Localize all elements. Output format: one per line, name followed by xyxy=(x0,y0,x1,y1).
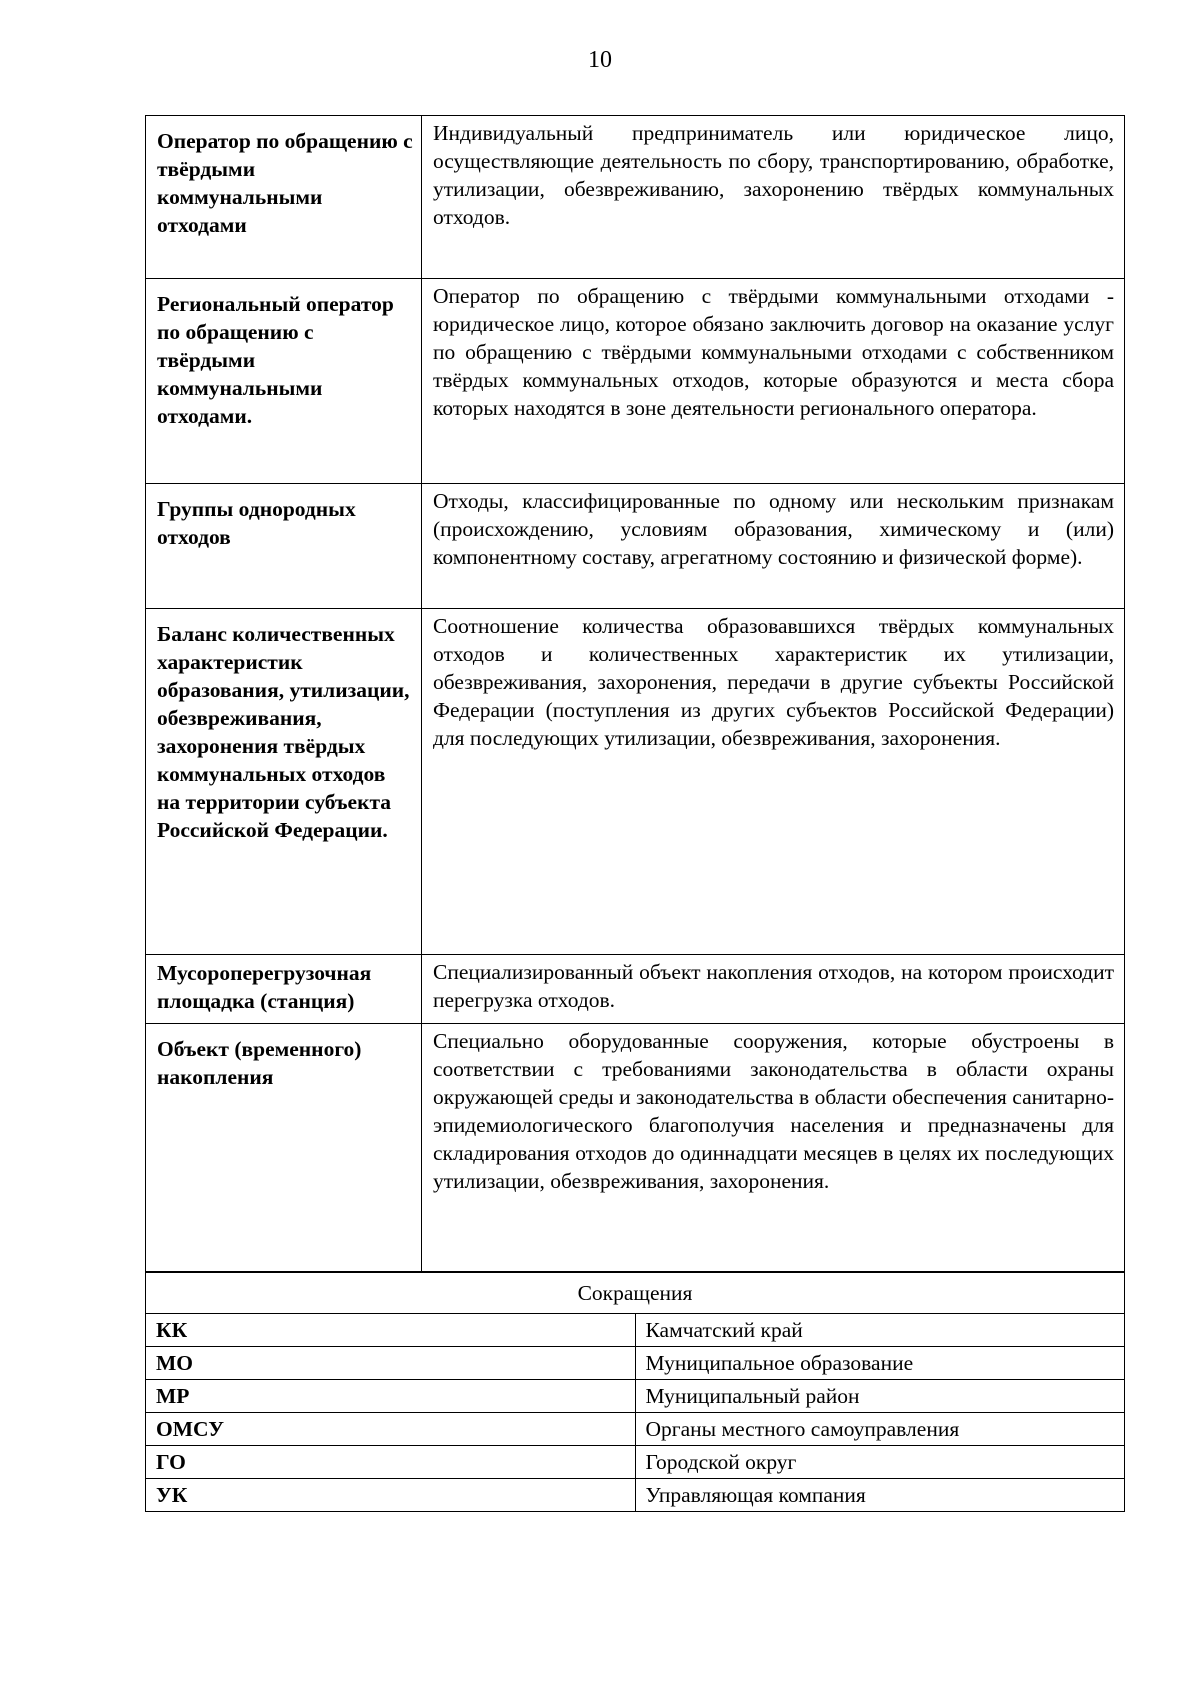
meaning-cell: Муниципальное образование xyxy=(635,1347,1125,1380)
table-row xyxy=(146,1380,1125,1413)
table-row xyxy=(146,279,1125,484)
abbreviation-cell: УК xyxy=(146,1479,636,1512)
term-cell: Региональный оператор по обращению с твёрдыми коммунальными отходами. xyxy=(146,279,422,484)
abbreviations-header: Сокращения xyxy=(146,1273,1125,1314)
term-cell: Группы однородных отходов xyxy=(146,484,422,609)
table-row xyxy=(146,1314,1125,1347)
abbreviation-cell: КК xyxy=(146,1314,636,1347)
terms-table xyxy=(145,115,1125,1272)
table-row xyxy=(146,1024,1125,1272)
term-cell: Мусороперегрузочная площадка (станция) xyxy=(146,955,422,1024)
term-cell: Баланс количественных характеристик образования, утилизации, обезвреживания, захоронения твёрдых коммунальных отходов на территории субъекта Российской Федерации. xyxy=(146,609,422,955)
definition-cell: Соотношение количества образовавшихся твёрдых коммунальных отходов и количественных характеристик их утилизации, обезвреживания, захоронения, передачи в другие субъекты Российской Федерации (поступления из других субъектов Российской Федерации) для последующих утилизации, обезвреживания, захоронения. xyxy=(422,609,1125,955)
definition-cell: Индивидуальный предприниматель или юридическое лицо, осуществляющие деятельность по сбору, транспортированию, обработке, утилизации, обезвреживанию, захоронению твёрдых коммунальных отходов. xyxy=(422,116,1125,279)
table-row xyxy=(146,1479,1125,1512)
abbreviation-cell: ОМСУ xyxy=(146,1413,636,1446)
table-row xyxy=(146,1413,1125,1446)
abbreviations-table xyxy=(145,1272,1125,1512)
table-row xyxy=(146,116,1125,279)
abbreviation-cell: ГО xyxy=(146,1446,636,1479)
abbreviation-cell: МР xyxy=(146,1380,636,1413)
meaning-cell: Органы местного самоуправления xyxy=(635,1413,1125,1446)
table-header-row xyxy=(146,1273,1125,1314)
table-row xyxy=(146,1446,1125,1479)
definition-cell: Отходы, классифицированные по одному или нескольким признакам (происхождению, условиям образования, химическому и (или) компонентному составу, агрегатному состоянию и физической форме). xyxy=(422,484,1125,609)
meaning-cell: Управляющая компания xyxy=(635,1479,1125,1512)
table-row xyxy=(146,609,1125,955)
table-row xyxy=(146,484,1125,609)
abbreviation-cell: МО xyxy=(146,1347,636,1380)
term-cell: Оператор по обращению с твёрдыми коммунальными отходами xyxy=(146,116,422,279)
definition-cell: Специализированный объект накопления отходов, на котором происходит перегрузка отходов. xyxy=(422,955,1125,1024)
definition-cell: Оператор по обращению с твёрдыми коммунальными отходами - юридическое лицо, которое обязано заключить договор на оказание услуг по обращению с твёрдыми коммунальными отходами с собственником твёрдых коммунальных отходов, которые образуются и места сбора которых находятся в зоне деятельности регионального оператора. xyxy=(422,279,1125,484)
meaning-cell: Муниципальный район xyxy=(635,1380,1125,1413)
meaning-cell: Городской округ xyxy=(635,1446,1125,1479)
table-row xyxy=(146,955,1125,1024)
page-number: 10 xyxy=(588,47,612,73)
definition-cell: Специально оборудованные сооружения, которые обустроены в соответствии с требованиями законодательства в области охраны окружающей среды и законодательства в области обеспечения санитарно-эпидемиологического благополучия населения и предназначены для складирования отходов до одиннадцати месяцев в целях их последующих утилизации, обезвреживания, захоронения. xyxy=(422,1024,1125,1272)
table-row xyxy=(146,1347,1125,1380)
meaning-cell: Камчатский край xyxy=(635,1314,1125,1347)
term-cell: Объект (временного) накопления xyxy=(146,1024,422,1272)
